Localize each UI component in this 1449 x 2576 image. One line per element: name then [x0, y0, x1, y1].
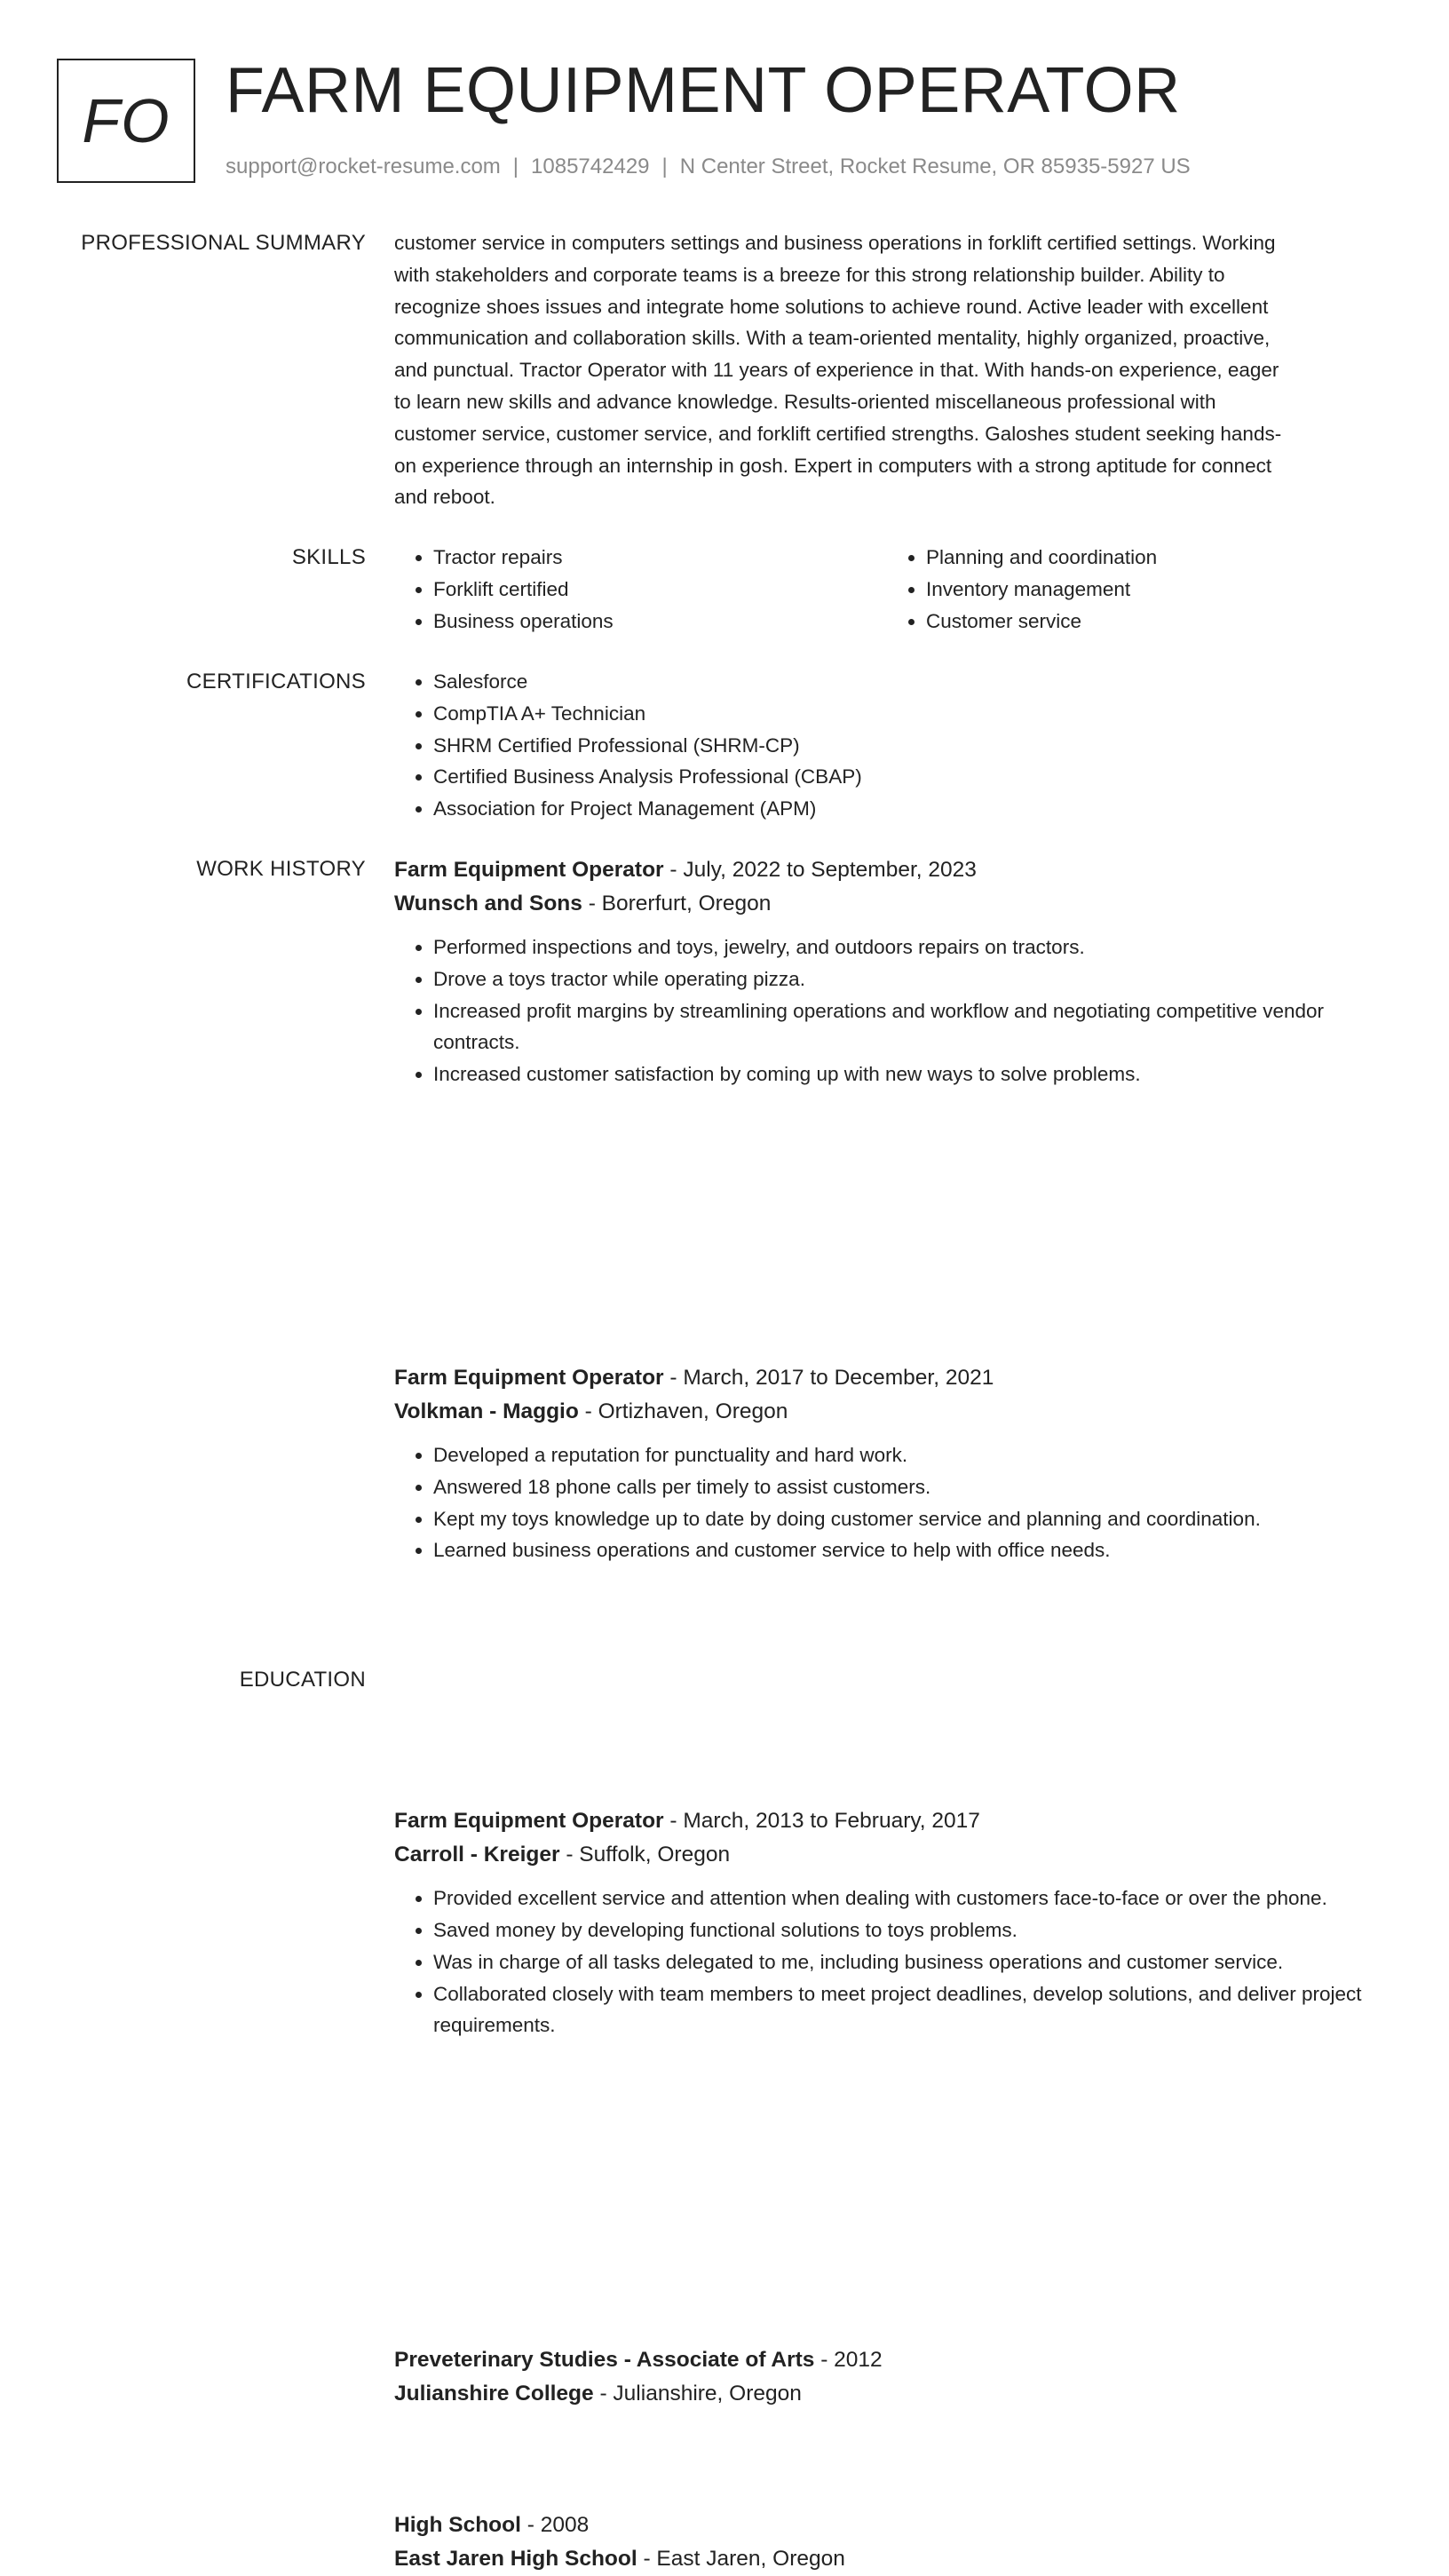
- resume-name-title: FARM EQUIPMENT OPERATOR: [226, 55, 1181, 126]
- education-school-line: [394, 2542, 1380, 2576]
- summary-line: with stakeholders and corporate teams is a breeze for this strong relationship builder. Ability to: [394, 263, 1225, 286]
- certification-item: • Certified Business Analysis Professional (CBAP): [433, 761, 1380, 793]
- summary-heading: PROFESSIONAL SUMMARY: [81, 231, 366, 255]
- job-entry: [394, 1804, 1380, 2041]
- education-degree-line: [394, 2509, 1380, 2542]
- job-dates: - March, 2013 to February, 2017: [663, 1809, 980, 1834]
- education-school: Julianshire College: [394, 2382, 594, 2406]
- summary-line: on experience through an internship in gosh. Expert in computers with a strong aptitude for connect: [394, 454, 1272, 477]
- duty-item: • Performed inspections and toys, jewelry, and outdoors repairs on tractors.: [433, 931, 1380, 963]
- education-school: East Jaren High School: [394, 2547, 637, 2572]
- job-duties: [394, 931, 1380, 1090]
- skills-list-left: [394, 542, 887, 637]
- education-heading: EDUCATION: [239, 1668, 366, 1692]
- contact-phone[interactable]: 1085742429: [531, 155, 650, 178]
- skill-item: • Business operations: [433, 606, 887, 638]
- skills-heading: SKILLS: [291, 545, 366, 569]
- certifications-list: [394, 666, 1380, 825]
- education-location: - Julianshire, Oregon: [593, 2382, 802, 2406]
- skill-item: • Planning and coordination: [926, 542, 1380, 574]
- job-dates: - July, 2022 to September, 2023: [663, 858, 977, 882]
- job-company: Wunsch and Sons: [394, 892, 582, 915]
- job-location: - Suffolk, Oregon: [559, 1843, 731, 1867]
- job-title-line: [394, 853, 1380, 887]
- skill-item: • Inventory management: [926, 574, 1380, 606]
- summary-line: and reboot.: [394, 486, 495, 509]
- job-company-line: [394, 1838, 1380, 1872]
- education-entry: [394, 2509, 1380, 2576]
- education-year: - 2012: [814, 2348, 883, 2373]
- summary-line: customer service, customer service, and forklift certified strengths. Galoshes student seeking hands-: [394, 422, 1282, 445]
- job-company: Carroll - Kreiger: [394, 1843, 560, 1867]
- skills-grid: [394, 542, 1380, 637]
- contact-separator: |: [661, 155, 668, 178]
- skill-item: • Customer service: [926, 606, 1380, 638]
- certifications-body: [394, 666, 1380, 825]
- education-degree: Preveterinary Studies - Associate of Arts: [394, 2348, 815, 2373]
- job-duties: [394, 1439, 1380, 1566]
- job-title: Farm Equipment Operator: [394, 1809, 664, 1834]
- job-company: Volkman - Maggio: [394, 1399, 579, 1423]
- skills-list-right: [887, 542, 1380, 637]
- contact-line: [226, 155, 1191, 179]
- job-location: - Ortizhaven, Oregon: [578, 1399, 788, 1423]
- job-title: Farm Equipment Operator: [394, 858, 664, 882]
- contact-email[interactable]: support@rocket-resume.com: [226, 155, 501, 178]
- duty-item: • Developed a reputation for punctuality and hard work.: [433, 1439, 1380, 1471]
- education-degree-line: [394, 2343, 1380, 2377]
- contact-address: N Center Street, Rocket Resume, OR 85935-5927 US: [679, 155, 1191, 178]
- summary-line: communication and collaboration skills. With a team-oriented mentality, highly organized, proactive,: [394, 327, 1271, 350]
- duty-item: • Kept my toys knowledge up to date by doing customer service and planning and coordination.: [433, 1503, 1380, 1535]
- certifications-heading: CERTIFICATIONS: [186, 670, 366, 694]
- monogram-badge: [57, 59, 195, 183]
- duty-item: • Provided excellent service and attention when dealing with customers face-to-face or over the phone.: [433, 1882, 1380, 1914]
- contact-separator: |: [512, 155, 519, 178]
- education-school-line: [394, 2377, 1380, 2411]
- job-location: - Borerfurt, Oregon: [582, 892, 772, 915]
- skill-item: • Tractor repairs: [433, 542, 887, 574]
- certification-item: • SHRM Certified Professional (SHRM-CP): [433, 730, 1380, 762]
- duty-item: • Saved money by developing functional solutions to toys problems.: [433, 1914, 1380, 1946]
- skill-item: • Forklift certified: [433, 574, 887, 606]
- education-location: - East Jaren, Oregon: [637, 2547, 845, 2572]
- job-title-line: [394, 1361, 1380, 1395]
- education-entry: [394, 2343, 1380, 2411]
- duty-item: • Learned business operations and customer service to help with office needs.: [433, 1534, 1380, 1566]
- summary-line: and punctual. Tractor Operator with 11 years of experience in that. With hands-on experience, eager: [394, 359, 1279, 382]
- education-degree: High School: [394, 2513, 521, 2538]
- certification-item: • CompTIA A+ Technician: [433, 698, 1380, 730]
- summary-line: to learn new skills and advance knowledge. Results-oriented miscellaneous professional with: [394, 390, 1216, 413]
- duty-item: • Drove a toys tractor while operating pizza.: [433, 963, 1380, 995]
- education-year: - 2008: [520, 2513, 590, 2538]
- duty-item: • Answered 18 phone calls per timely to assist customers.: [433, 1471, 1380, 1503]
- job-entry: [394, 853, 1380, 1090]
- duty-item: • Increased profit margins by streamlining operations and workflow and negotiating competitive vendor contracts.: [433, 995, 1380, 1059]
- job-title: Farm Equipment Operator: [394, 1365, 664, 1390]
- job-dates: - March, 2017 to December, 2021: [663, 1365, 994, 1390]
- summary-line: recognize shoes issues and integrate home solutions to achieve round. Active leader with excellent: [394, 295, 1269, 318]
- summary-text: [394, 227, 1380, 513]
- job-company-line: [394, 1395, 1380, 1429]
- summary-line: customer service in computers settings and business operations in forklift certified settings. Working: [394, 232, 1276, 254]
- certification-item: • Salesforce: [433, 666, 1380, 698]
- duty-item: • Was in charge of all tasks delegated to me, including business operations and customer service.: [433, 1946, 1380, 1978]
- job-entry: [394, 1361, 1380, 1566]
- job-duties: [394, 1882, 1380, 2041]
- job-company-line: [394, 887, 1380, 921]
- work-history-heading: WORK HISTORY: [196, 857, 366, 881]
- monogram-initials: FO: [82, 86, 170, 155]
- job-title-line: [394, 1804, 1380, 1838]
- duty-item: • Collaborated closely with team members to meet project deadlines, develop solutions, and deliver project requirements.: [433, 1978, 1380, 2042]
- duty-item: • Increased customer satisfaction by coming up with new ways to solve problems.: [433, 1058, 1380, 1090]
- certification-item: • Association for Project Management (APM): [433, 793, 1380, 825]
